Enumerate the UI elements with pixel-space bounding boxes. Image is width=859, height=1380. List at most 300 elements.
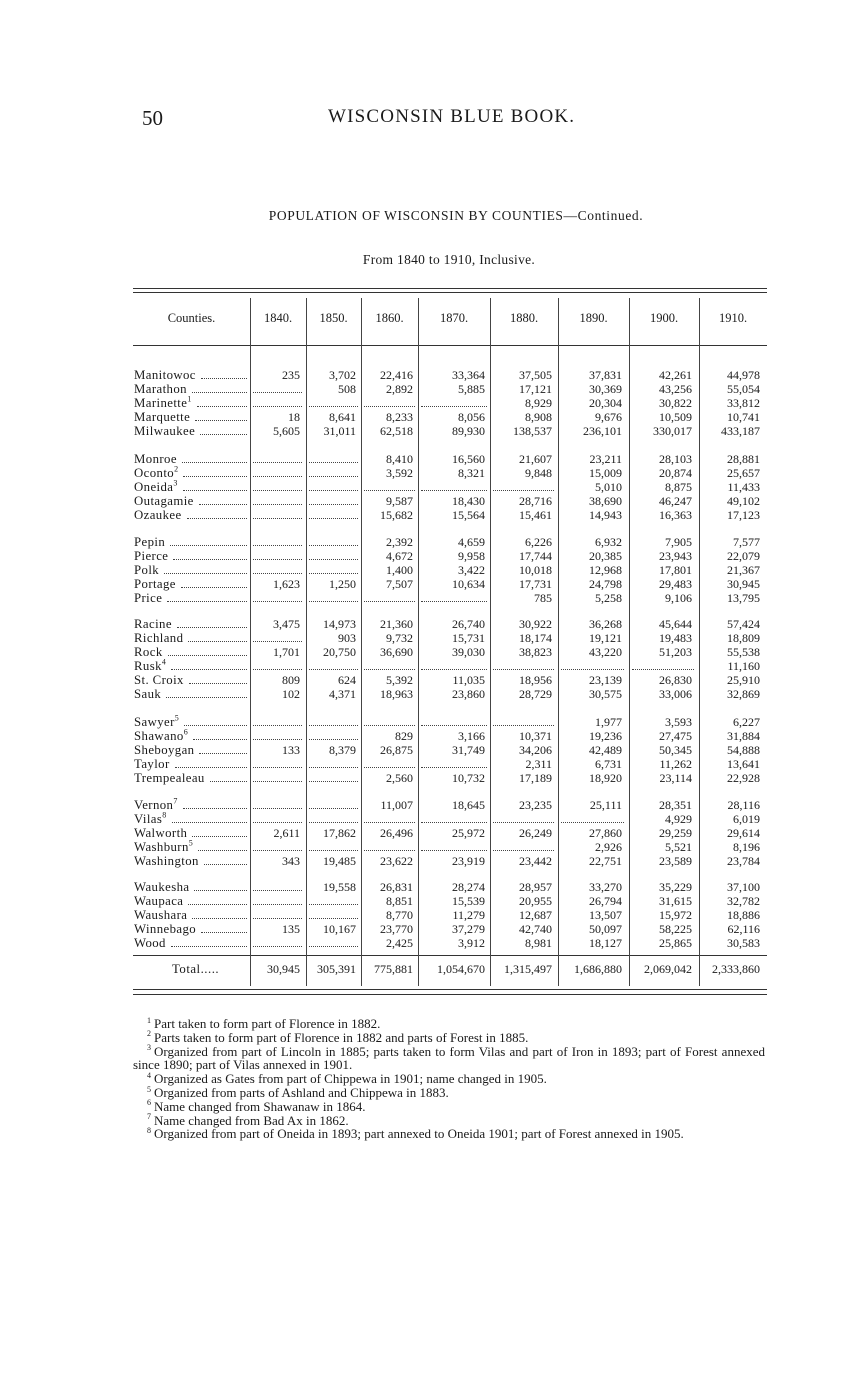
empty-cell-dots <box>364 767 415 768</box>
population-cell: 7,577 <box>733 535 760 549</box>
footnote <box>133 1031 765 1045</box>
population-cell: 18,809 <box>727 630 760 645</box>
county-name: Winnebago <box>134 921 197 936</box>
population-cell: 23,860 <box>452 686 485 701</box>
table-row <box>0 617 859 631</box>
county-name: Price <box>134 590 163 605</box>
population-cell: 36,690 <box>380 644 413 659</box>
empty-cell-dots <box>253 850 302 851</box>
bottom-rule <box>133 994 767 995</box>
footnote-text: Part taken to form part of Florence in 1882. <box>154 1016 381 1031</box>
population-cell: 25,657 <box>727 465 760 480</box>
population-cell: 8,233 <box>386 409 413 424</box>
population-cell: 28,957 <box>519 880 552 894</box>
population-cell: 32,782 <box>727 893 760 908</box>
footnote-text: Organized from part of Oneida in 1893; part annexed to Oneida 1901; part of Forest annexed in 1905. <box>154 1126 684 1142</box>
population-cell: 15,682 <box>380 507 413 522</box>
top-rule <box>133 292 767 293</box>
population-cell: 30,583 <box>727 935 760 950</box>
population-cell: 18,127 <box>589 935 622 950</box>
population-cell: 8,056 <box>458 409 485 424</box>
population-cell: 17,731 <box>519 576 552 591</box>
population-cell: 236,101 <box>583 423 622 438</box>
footnote <box>133 1086 765 1100</box>
table-row <box>0 591 859 605</box>
population-cell: 18,920 <box>589 770 622 785</box>
population-cell: 29,614 <box>727 825 760 840</box>
population-cell: 55,538 <box>727 644 760 659</box>
population-cell: 433,187 <box>721 423 760 438</box>
leader-dots <box>172 822 247 823</box>
population-cell: 12,687 <box>519 907 552 922</box>
county-name: Marquette <box>134 409 191 424</box>
empty-cell-dots <box>493 725 554 726</box>
population-cell: 42,740 <box>519 921 552 936</box>
population-cell: 12,968 <box>589 562 622 577</box>
population-cell: 25,972 <box>452 825 485 840</box>
population-cell: 11,160 <box>727 658 760 673</box>
empty-cell-dots <box>309 808 358 809</box>
empty-cell-dots <box>421 601 487 602</box>
population-cell: 26,875 <box>380 742 413 757</box>
footnote-mark: 8 <box>147 1126 151 1136</box>
population-cell: 3,422 <box>458 562 485 577</box>
population-cell: 17,862 <box>323 825 356 840</box>
county-name: Outagamie <box>134 493 194 508</box>
empty-cell-dots <box>253 781 302 782</box>
empty-cell-dots <box>309 601 358 602</box>
population-cell: 6,932 <box>595 535 622 549</box>
population-cell: 25,865 <box>659 935 692 950</box>
empty-cell-dots <box>253 462 302 463</box>
population-cell: 809 <box>282 672 300 687</box>
population-cell: 62,518 <box>380 423 413 438</box>
footnote-mark: 5 <box>147 1084 151 1094</box>
population-cell: 19,121 <box>589 630 622 645</box>
leader-dots <box>192 836 247 837</box>
population-cell: 26,794 <box>589 893 622 908</box>
population-cell: 2,392 <box>386 535 413 549</box>
page-number: 50 <box>142 106 163 130</box>
population-cell: 3,593 <box>665 715 692 729</box>
population-cell: 13,507 <box>589 907 622 922</box>
footnote-ref: 7 <box>173 796 178 806</box>
table-row <box>0 645 859 659</box>
population-cell: 8,196 <box>733 839 760 854</box>
table-row <box>0 549 859 563</box>
county-name: Sawyer$^5$ <box>134 713 180 729</box>
leader-dots <box>183 476 247 477</box>
top-rule <box>133 288 767 289</box>
empty-cell-dots <box>309 490 358 491</box>
table-title: POPULATION OF WISCONSIN BY COUNTIES—Continued. <box>268 208 644 223</box>
footnote-ref: 2 <box>174 464 179 474</box>
leader-dots <box>199 753 247 754</box>
leader-dots <box>183 490 247 491</box>
population-cell: 22,751 <box>589 853 622 868</box>
population-cell: 9,587 <box>386 493 413 508</box>
empty-cell-dots <box>253 739 302 740</box>
population-cell: 17,121 <box>519 381 552 396</box>
table-row <box>0 840 859 854</box>
population-cell: 28,274 <box>452 880 485 894</box>
empty-cell-dots <box>253 725 302 726</box>
empty-cell-dots <box>364 725 415 726</box>
population-cell: 20,955 <box>519 893 552 908</box>
population-cell: 43,256 <box>659 381 692 396</box>
leader-dots <box>188 641 247 642</box>
empty-cell-dots <box>253 904 302 905</box>
table-row <box>0 577 859 591</box>
population-cell: 42,261 <box>659 368 692 382</box>
population-cell: 6,226 <box>525 535 552 549</box>
population-cell: 11,279 <box>452 907 485 922</box>
population-cell: 102 <box>282 686 300 701</box>
population-cell: 8,929 <box>525 395 552 410</box>
population-cell: 15,564 <box>452 507 485 522</box>
population-cell: 2,560 <box>386 770 413 785</box>
population-cell: 28,881 <box>727 452 760 466</box>
population-cell: 1,623 <box>273 576 300 591</box>
leader-dots <box>166 697 247 698</box>
footnote-ref: 1 <box>187 394 192 404</box>
total-cell: 1,054,670 <box>437 962 485 976</box>
population-cell: 15,539 <box>452 893 485 908</box>
footnote-mark: 2 <box>147 1029 151 1039</box>
population-cell: 9,106 <box>665 590 692 605</box>
empty-cell-dots <box>364 850 415 851</box>
county-name: Rock <box>134 644 163 659</box>
empty-cell-dots <box>309 406 358 407</box>
table-row <box>0 396 859 410</box>
population-cell: 18,886 <box>727 907 760 922</box>
population-cell: 10,509 <box>659 409 692 424</box>
empty-cell-dots <box>309 573 358 574</box>
table-row <box>0 494 859 508</box>
footnote <box>133 1127 765 1141</box>
population-cell: 1,701 <box>273 644 300 659</box>
population-cell: 10,371 <box>519 728 552 743</box>
population-cell: 20,874 <box>659 465 692 480</box>
empty-cell-dots <box>309 476 358 477</box>
population-cell: 11,433 <box>727 479 760 494</box>
county-name: Sheboygan <box>134 742 195 757</box>
population-cell: 15,009 <box>589 465 622 480</box>
empty-cell-dots <box>421 406 487 407</box>
footnote <box>133 1017 765 1031</box>
population-cell: 23,442 <box>519 853 552 868</box>
population-cell: 23,622 <box>380 853 413 868</box>
footnote-mark: 4 <box>147 1070 151 1080</box>
county-name: Vilas$^8$ <box>134 810 167 826</box>
county-name: Monroe <box>134 452 177 466</box>
population-cell: 18,956 <box>519 672 552 687</box>
table-row <box>0 715 859 729</box>
county-name: Waukesha <box>134 880 190 894</box>
empty-cell-dots <box>309 504 358 505</box>
empty-cell-dots <box>253 573 302 574</box>
total-row <box>0 962 859 978</box>
population-cell: 14,943 <box>589 507 622 522</box>
population-cell: 31,884 <box>727 728 760 743</box>
table-row <box>0 798 859 812</box>
county-name: Trempealeau <box>134 770 205 785</box>
leader-dots <box>189 683 247 684</box>
population-cell: 3,912 <box>458 935 485 950</box>
empty-cell-dots <box>364 822 415 823</box>
county-name: Walworth <box>134 825 188 840</box>
population-cell: 903 <box>338 630 356 645</box>
county-name: Racine <box>134 617 172 631</box>
table-row <box>0 410 859 424</box>
population-cell: 26,831 <box>380 880 413 894</box>
leader-dots <box>187 518 247 519</box>
county-name: Manitowoc <box>134 368 196 382</box>
empty-cell-dots <box>253 476 302 477</box>
population-cell: 7,507 <box>386 576 413 591</box>
population-cell: 17,123 <box>727 507 760 522</box>
population-cell: 31,011 <box>323 423 356 438</box>
leader-dots <box>168 655 247 656</box>
population-cell: 31,749 <box>452 742 485 757</box>
population-cell: 20,385 <box>589 548 622 563</box>
empty-cell-dots <box>309 767 358 768</box>
population-cell: 10,732 <box>452 770 485 785</box>
population-cell: 18,430 <box>452 493 485 508</box>
table-row <box>0 631 859 645</box>
footnote <box>133 1045 765 1073</box>
population-cell: 23,943 <box>659 548 692 563</box>
population-cell: 5,885 <box>458 381 485 396</box>
population-cell: 38,690 <box>589 493 622 508</box>
population-cell: 26,249 <box>519 825 552 840</box>
empty-cell-dots <box>493 822 554 823</box>
population-cell: 235 <box>282 368 300 382</box>
county-name: Washburn$^5$ <box>134 838 194 854</box>
population-cell: 45,644 <box>659 617 692 631</box>
empty-cell-dots <box>309 725 358 726</box>
population-cell: 23,784 <box>727 853 760 868</box>
leader-dots <box>171 669 247 670</box>
empty-cell-dots <box>253 392 302 393</box>
population-cell: 15,972 <box>659 907 692 922</box>
footnote-mark: 6 <box>147 1098 151 1108</box>
population-cell: 62,116 <box>727 921 760 936</box>
county-name: Wood <box>134 935 166 950</box>
population-cell: 8,410 <box>386 452 413 466</box>
empty-cell-dots <box>421 669 487 670</box>
leader-dots <box>199 504 247 505</box>
population-cell: 33,364 <box>452 368 485 382</box>
population-cell: 26,496 <box>380 825 413 840</box>
table-row <box>0 659 859 673</box>
population-cell: 29,483 <box>659 576 692 591</box>
leader-dots <box>195 420 247 421</box>
population-cell: 10,741 <box>727 409 760 424</box>
population-cell: 23,114 <box>659 770 692 785</box>
table-row <box>0 452 859 466</box>
footnote-mark: 7 <box>147 1112 151 1122</box>
header-year: 1850. <box>319 311 348 325</box>
table-row <box>0 812 859 826</box>
population-cell: 16,363 <box>659 507 692 522</box>
population-cell: 6,019 <box>733 811 760 826</box>
population-cell: 3,475 <box>273 617 300 631</box>
county-name: Taylor <box>134 756 170 771</box>
population-cell: 50,097 <box>589 921 622 936</box>
county-name: Oneida$^3$ <box>134 478 178 494</box>
empty-cell-dots <box>253 946 302 947</box>
population-cell: 16,560 <box>452 452 485 466</box>
empty-cell-dots <box>253 641 302 642</box>
leader-dots <box>170 545 247 546</box>
table-row <box>0 563 859 577</box>
empty-cell-dots <box>253 601 302 602</box>
population-cell: 5,010 <box>595 479 622 494</box>
population-cell: 25,910 <box>727 672 760 687</box>
footnote-text: Organized from part of Lincoln in 1885; parts taken to form Vilas and part of Iron in 1893; part of Forest annexed since 1890; part of Vilas annexed in 1901. <box>133 1043 765 1073</box>
empty-cell-dots <box>561 822 624 823</box>
population-cell: 58,225 <box>659 921 692 936</box>
county-name: Ozaukee <box>134 507 182 522</box>
population-cell: 9,958 <box>458 548 485 563</box>
population-cell: 7,905 <box>665 535 692 549</box>
population-cell: 2,611 <box>273 825 300 840</box>
population-cell: 18 <box>288 409 300 424</box>
header-year: 1900. <box>649 311 679 325</box>
table-row <box>0 771 859 785</box>
table-row <box>0 743 859 757</box>
population-cell: 33,812 <box>727 395 760 410</box>
leader-dots <box>184 725 247 726</box>
running-head: WISCONSIN BLUE BOOK. <box>328 106 576 127</box>
population-cell: 38,823 <box>519 644 552 659</box>
population-cell: 17,189 <box>519 770 552 785</box>
population-cell: 22,928 <box>727 770 760 785</box>
population-cell: 31,615 <box>659 893 692 908</box>
total-cell: 2,333,860 <box>712 962 760 976</box>
population-cell: 22,416 <box>380 368 413 382</box>
population-cell: 23,235 <box>519 798 552 812</box>
population-cell: 27,860 <box>589 825 622 840</box>
population-cell: 4,672 <box>386 548 413 563</box>
table-subtitle: From 1840 to 1910, Inclusive. <box>362 252 536 267</box>
table-row <box>0 673 859 687</box>
population-cell: 18,174 <box>519 630 552 645</box>
footnote <box>133 1072 765 1086</box>
county-name: Pierce <box>134 548 169 563</box>
population-cell: 10,634 <box>452 576 485 591</box>
footnote-text: Name changed from Bad Ax in 1862. <box>154 1112 349 1128</box>
footnote-ref: 6 <box>183 727 189 737</box>
footnote-mark: 1 <box>147 1015 151 1025</box>
population-cell: 5,258 <box>595 590 622 605</box>
population-cell: 19,558 <box>323 880 356 894</box>
population-cell: 19,485 <box>323 853 356 868</box>
leader-dots <box>167 601 247 602</box>
empty-cell-dots <box>253 406 302 407</box>
population-cell: 28,103 <box>659 452 692 466</box>
table-row <box>0 894 859 908</box>
population-cell: 33,006 <box>659 686 692 701</box>
population-cell: 39,030 <box>452 644 485 659</box>
leader-dots <box>201 378 247 379</box>
population-cell: 23,919 <box>452 853 485 868</box>
leader-dots <box>177 627 247 628</box>
leader-dots <box>173 559 247 560</box>
leader-dots <box>171 946 247 947</box>
total-cell: 1,686,880 <box>574 962 622 976</box>
county-name: Portage <box>134 576 176 591</box>
population-cell: 89,930 <box>452 423 485 438</box>
population-cell: 42,489 <box>589 742 622 757</box>
county-name: Rusk$^4$ <box>134 657 167 673</box>
empty-cell-dots <box>309 822 358 823</box>
population-cell: 18,645 <box>452 798 485 812</box>
empty-cell-dots <box>309 559 358 560</box>
population-cell: 6,731 <box>595 756 622 771</box>
leader-dots <box>201 932 247 933</box>
population-cell: 4,659 <box>458 535 485 549</box>
population-cell: 4,929 <box>665 811 692 826</box>
footnote-ref: 5 <box>188 838 194 848</box>
empty-cell-dots <box>421 725 487 726</box>
population-cell: 829 <box>395 728 413 743</box>
population-cell: 37,831 <box>589 368 622 382</box>
footnote-text: Organized as Gates from part of Chippewa in 1901; name changed in 1905. <box>154 1071 547 1087</box>
population-cell: 15,731 <box>452 630 485 645</box>
population-cell: 8,851 <box>386 893 413 908</box>
leader-dots <box>193 739 247 740</box>
population-cell: 30,945 <box>727 576 760 591</box>
population-cell: 3,702 <box>329 368 356 382</box>
empty-cell-dots <box>309 946 358 947</box>
empty-cell-dots <box>421 490 487 491</box>
leader-dots <box>197 406 247 407</box>
header-year: 1890. <box>579 311 608 325</box>
population-cell: 27,475 <box>659 728 692 743</box>
population-cell: 1,977 <box>595 715 622 729</box>
leader-dots <box>175 767 247 768</box>
population-cell: 37,279 <box>452 921 485 936</box>
population-cell: 28,729 <box>519 686 552 701</box>
population-cell: 8,321 <box>458 465 485 480</box>
leader-dots <box>192 918 247 919</box>
table-row <box>0 936 859 950</box>
empty-cell-dots <box>421 822 487 823</box>
footnote-ref: 3 <box>173 478 178 488</box>
population-cell: 10,167 <box>323 921 356 936</box>
county-name: Pepin <box>134 535 166 549</box>
population-cell: 30,369 <box>589 381 622 396</box>
population-cell: 26,740 <box>452 617 485 631</box>
table-row <box>0 508 859 522</box>
county-name: Waushara <box>134 907 188 922</box>
population-cell: 9,848 <box>525 465 552 480</box>
footnote-ref: 8 <box>162 810 167 820</box>
header-year: 1840. <box>263 311 293 325</box>
empty-cell-dots <box>309 545 358 546</box>
population-cell: 8,875 <box>665 479 692 494</box>
population-cell: 1,250 <box>329 576 356 591</box>
population-cell: 28,351 <box>659 798 692 812</box>
table-row <box>0 908 859 922</box>
population-cell: 55,054 <box>727 381 760 396</box>
population-cell: 8,641 <box>329 409 356 424</box>
empty-cell-dots <box>253 518 302 519</box>
population-cell: 30,922 <box>519 617 552 631</box>
total-cell: 1,315,497 <box>504 962 552 976</box>
